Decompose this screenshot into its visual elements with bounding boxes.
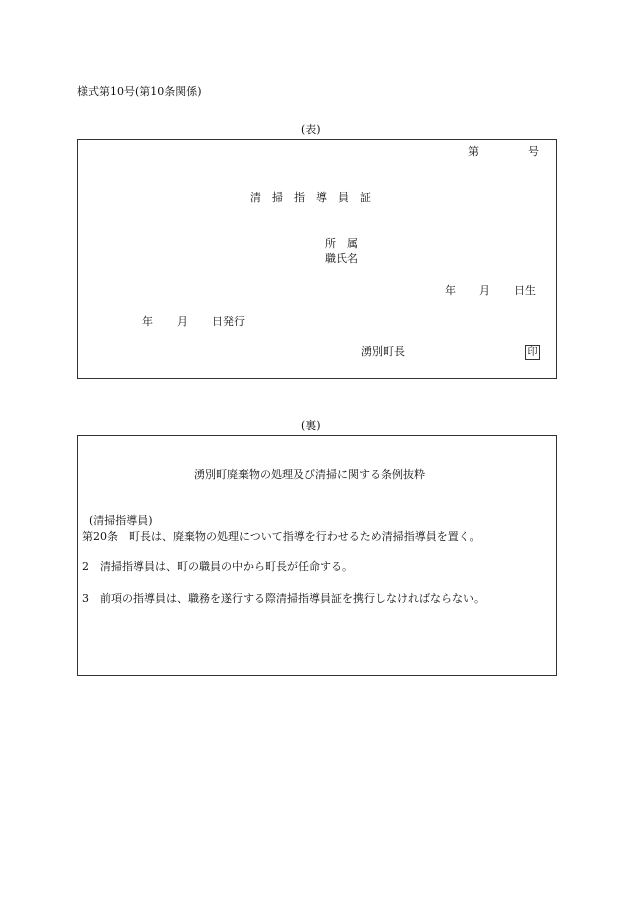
ordinance-title: 湧別町廃棄物の処理及び清掃に関する条例抜粋 [194, 468, 425, 481]
article-20: 第20条 町長は、廃棄物の処理について指導を行わせるため清掃指導員を置く。 [82, 530, 481, 543]
front-caption: (表) [301, 123, 321, 136]
birth-day-label: 日生 [514, 284, 536, 297]
issue-day-label: 日発行 [212, 315, 245, 328]
section-heading: (清掃指導員) [89, 514, 153, 527]
clause-2: 2 清掃指導員は、町の職員の中から町長が任命する。 [82, 560, 353, 573]
form-number-label: 様式第10号(第10条関係) [77, 85, 202, 98]
issuer-label: 湧別町長 [361, 345, 405, 358]
birth-month-label: 月 [479, 284, 490, 297]
affiliation-label: 所 属 [325, 237, 358, 250]
name-label: 職氏名 [325, 252, 358, 265]
issue-month-label: 月 [177, 315, 188, 328]
issue-year-label: 年 [142, 315, 153, 328]
back-caption: (裏) [301, 419, 321, 432]
certificate-number-prefix: 第 [468, 145, 479, 158]
back-card [77, 435, 557, 676]
seal-mark: 印 [525, 345, 540, 360]
clause-3: 3 前項の指導員は、職務を遂行する際清掃指導員証を携行しなければならない。 [82, 592, 485, 605]
certificate-title: 清 掃 指 導 員 証 [250, 191, 371, 204]
certificate-number-suffix: 号 [528, 145, 539, 158]
birth-year-label: 年 [445, 284, 456, 297]
front-card [77, 139, 557, 379]
